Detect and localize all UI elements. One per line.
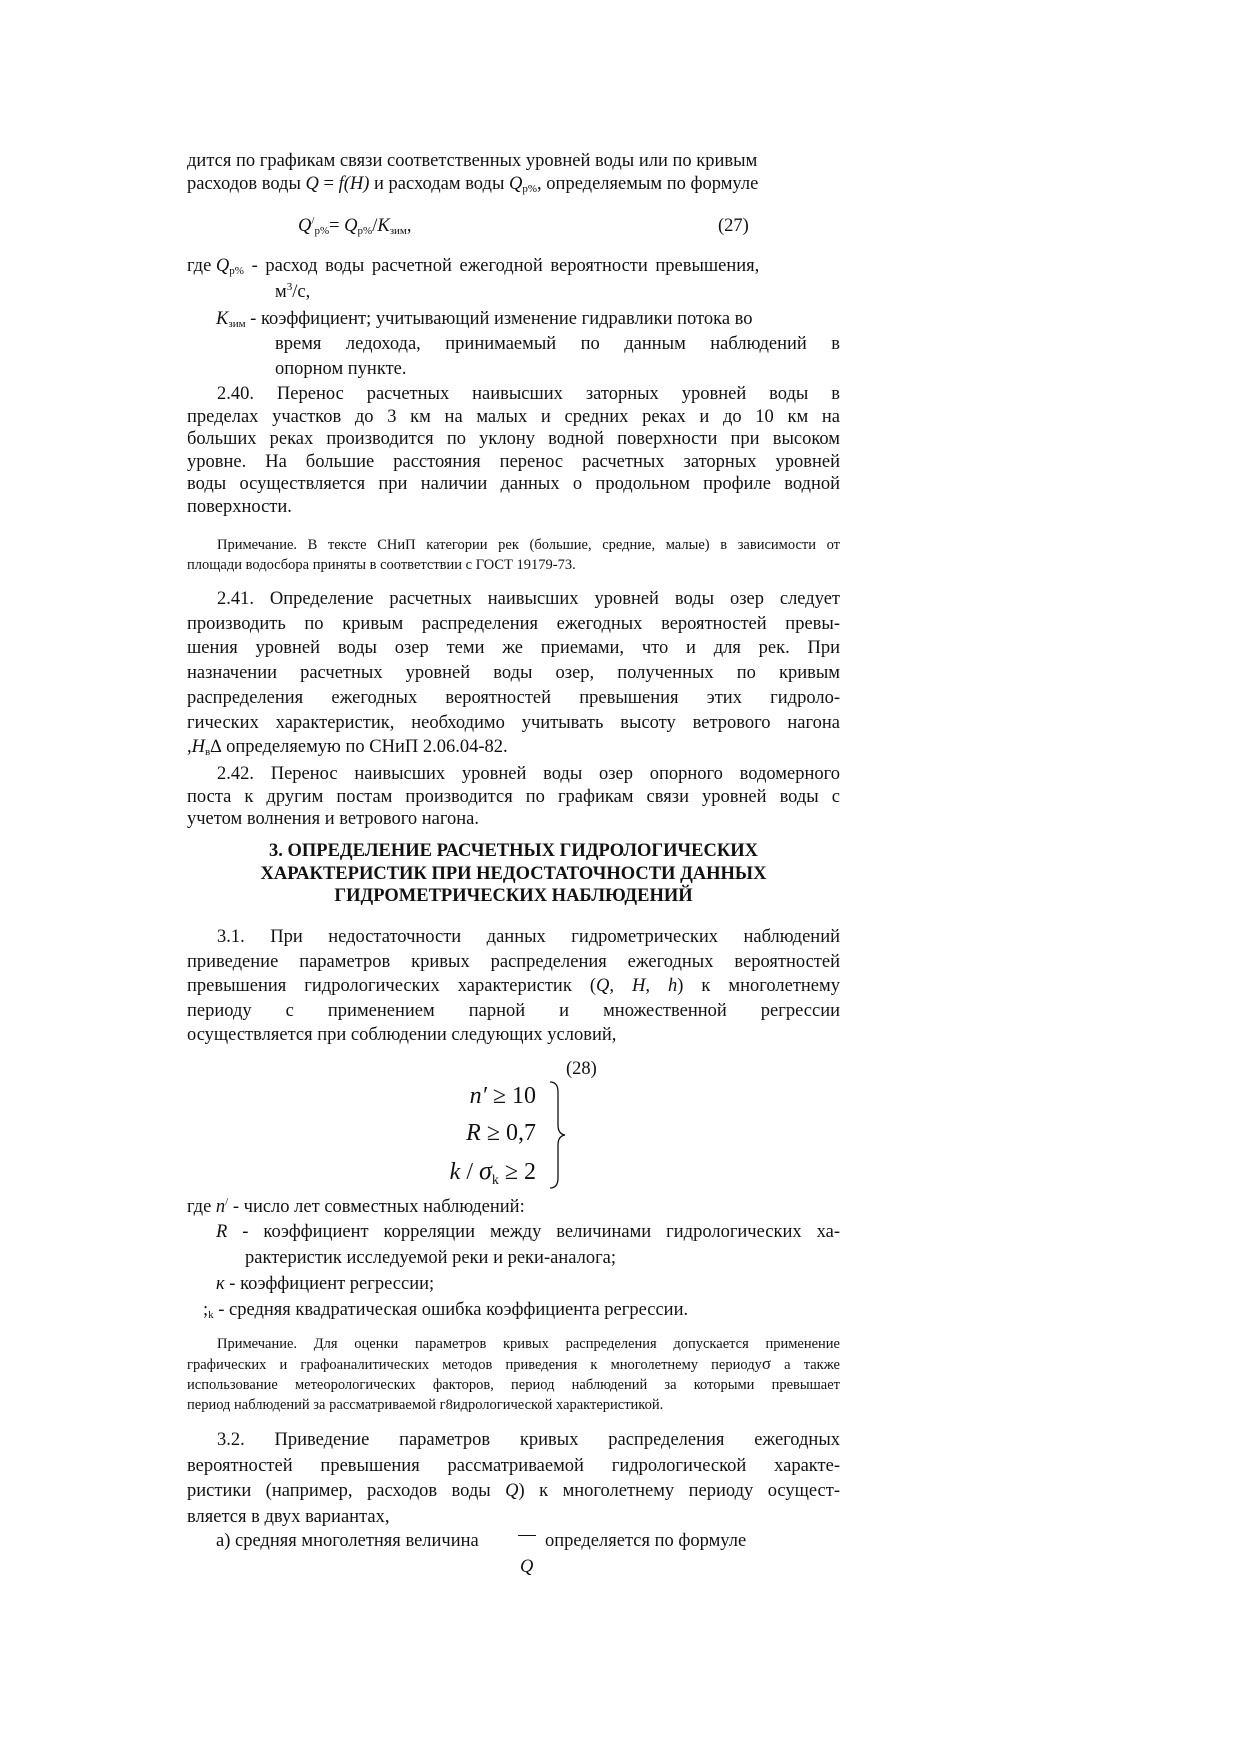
formula-28 bbox=[440, 1078, 536, 1191]
qbar-overline bbox=[518, 1535, 536, 1536]
intro-line-1: дится по графикам связи соответственных уровней воды или по кривым bbox=[187, 151, 758, 171]
formula-27-number: (27) bbox=[718, 216, 749, 236]
paragraph-2-40: 2.40. Перенос расчетных наивысших заторных уровней воды в пределах участков до 3 км на малых и средних реках и до 10 км на больших реках производится по уклону водной поверхности при высоком уровне. На большие расстояния перенос расчетных заторных уровней воды осуществляется при наличии данных о продольном профиле водной поверхности. bbox=[187, 384, 840, 517]
where-r-line-2: рактеристик исследуемой реки и реки-аналога; bbox=[245, 1248, 617, 1268]
item-a-line-end: определяется по формуле bbox=[545, 1531, 747, 1551]
paragraph-3-1: 3.1. При недостаточности данных гидрометрических наблюдений приведение параметров кривых распределения ежегодных вероятностей превышения гидрологических характеристик (Q, H, h) к многолетнему периоду с применением парной и множественной регрессии осуществляется при соблюдении следующих условий, bbox=[187, 927, 840, 1045]
note-1: Примечание. В тексте СНиП категории рек (большие, средние, малые) в зависимости от площади водосбора приняты в соответствии с ГОСТ 19179-73. bbox=[187, 537, 840, 573]
formula-28-number: (28) bbox=[566, 1059, 597, 1079]
paragraph-3-2: 3.2. Приведение параметров кривых распределения ежегодных вероятностей превышения рассматриваемой гидрологической характе- ристики (например, расходов воды Q) к многолетнему периоду осущест- вляется в двух вариантах, bbox=[187, 1430, 840, 1527]
note-2: Примечание. Для оценки параметров кривых распределения допускается применение графических и графоаналитических методов приведения к многолетнему периодуσ а также использование метеорологических факторов, период наблюдений за которыми превышает период наблюдений за рассматриваемой г8идрологической характеристикой. bbox=[187, 1336, 840, 1413]
item-a-line: а) средняя многолетняя величина bbox=[216, 1531, 479, 1551]
where-k-regression-line: к - коэффициент регрессии; bbox=[216, 1274, 435, 1294]
condition-n: n′ ≥ 10 bbox=[469, 1083, 536, 1109]
where-k-line-3: опорном пункте. bbox=[275, 359, 407, 379]
paragraph-2-41: 2.41. Определение расчетных наивысших уровней воды озер следует производить по кривым распределения ежегодных вероятностей превы- шения уровней воды озер теми же приемами, что и для рек. При назначении расчетных уровней воды озер, полученных по кривым распределения ежегодных вероятностей превышения этих гидроло- гических характеристик, необходимо учитывать высоту ветрового нагона $,H_в\Delta$ определяемую по СНиП 2.06.04-82. bbox=[187, 589, 840, 759]
where-k-line: $K_{зим}$ - коэффициент; учитывающий изменение гидравлики потока во bbox=[216, 309, 753, 330]
condition-k-sigma: $k / \sigma_k \ge 2$ bbox=[449, 1156, 536, 1188]
qbar-symbol: Q bbox=[520, 1557, 534, 1577]
formula-27: $Q^/_{р\%}= Q_{р\%}/K_{зим}$, bbox=[298, 215, 412, 237]
where-qp-unit: $м^3/с$, bbox=[275, 281, 311, 302]
where-r-line: R - коэффициент корреляции между величинами гидрологических ха- bbox=[216, 1222, 840, 1242]
section-3-heading: 3. ОПРЕДЕЛЕНИЕ РАСЧЕТНЫХ ГИДРОЛОГИЧЕСКИХ ХАРАКТЕРИСТИК ПРИ НЕДОСТАТОЧНОСТИ ДАННЫХ ГИДРОМЕТРИЧЕСКИХ НАБЛЮДЕНИЙ bbox=[260, 841, 767, 906]
where-sigma-line: $;_k$ - средняя квадратическая ошибка коэффициента регрессии. bbox=[203, 1300, 689, 1321]
intro-paragraph bbox=[187, 150, 840, 195]
where-k-line-2: время ледохода, принимаемый по данным наблюдений в bbox=[275, 334, 840, 354]
where-n-line: где n/ - число лет совместных наблюдений: bbox=[187, 1196, 525, 1217]
paragraph-2-42: 2.42. Перенос наивысших уровней воды озер опорного водомерного поста к другим постам производится по графикам связи уровней воды с учетом волнения и ветрового нагона. bbox=[187, 764, 840, 829]
where-qp-line: где $Q_{р\%}$ - расход воды расчетной ежегодной вероятности превышения, bbox=[187, 256, 760, 277]
intro-line-2: расходов воды Q = f(H) и расходам воды $Q_{р\%}$, определяемым по формуле bbox=[187, 173, 759, 195]
condition-r: R ≥ 0,7 bbox=[466, 1120, 536, 1146]
right-brace-icon bbox=[548, 1080, 568, 1190]
